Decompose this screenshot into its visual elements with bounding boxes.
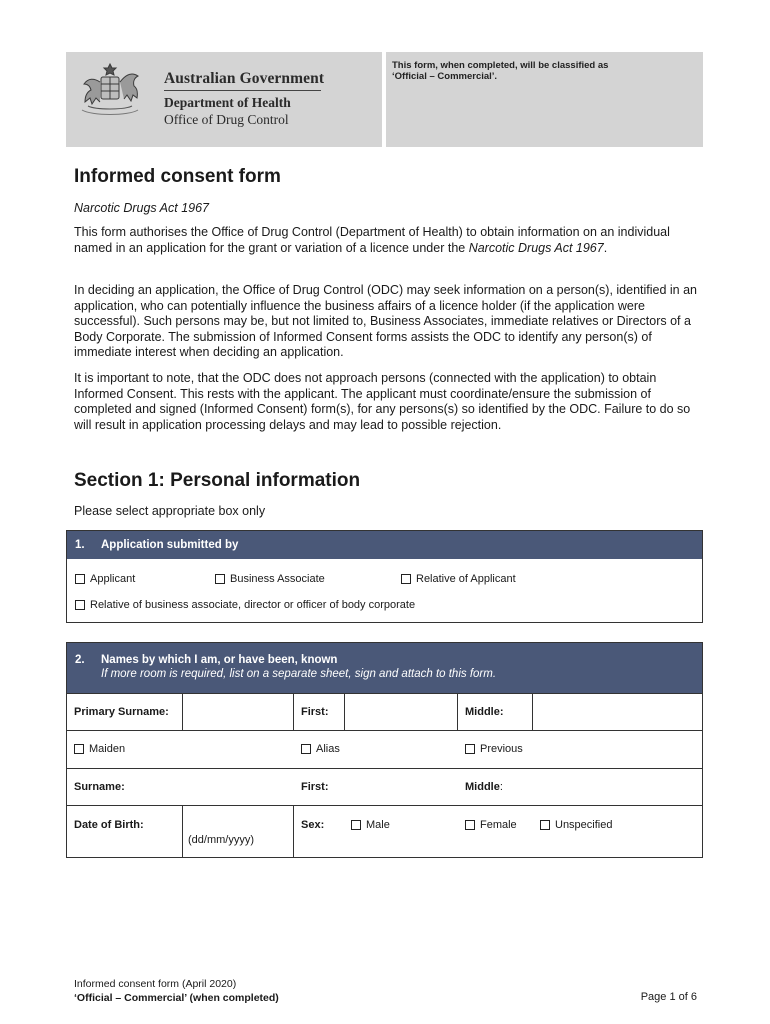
checkbox-business-associate[interactable] [215,573,325,585]
first-name-2-field[interactable] [345,769,457,805]
surname-label: Surname: [74,781,125,793]
table-divider [293,805,294,858]
coat-of-arms-icon [74,60,146,120]
checkbox-icon[interactable] [401,574,411,584]
question-2-panel [66,642,703,858]
wordmark-divider [164,90,321,91]
government-logo-block [66,52,382,147]
question-2-header [67,643,702,693]
checkbox-unspecified[interactable] [540,819,612,831]
checkbox-female-label: Female [480,819,517,831]
middle-name-field[interactable] [533,694,702,730]
checkbox-applicant[interactable] [75,573,135,585]
act-name: Narcotic Drugs Act 1967 [74,201,210,215]
page-footer [74,977,279,1005]
australian-government-text: Australian Government [164,70,325,87]
checkbox-unspecified-label: Unspecified [555,819,613,831]
sex-label: Sex: [301,819,325,831]
classification-line-2: ‘Official – Commercial’. [392,71,498,82]
question-2-sublabel: If more room is required, list on a separate sheet, sign and attach to this form. [101,668,497,680]
government-wordmark [164,70,324,129]
checkbox-maiden[interactable] [74,743,125,755]
checkbox-female[interactable] [465,819,517,831]
question-1-label: Application submitted by [101,539,239,551]
department-text: Department of Health [164,95,291,110]
checkbox-icon[interactable] [75,600,85,610]
question-2-number: 2. [75,654,85,666]
form-title: Informed consent form [74,166,281,187]
question-2-label: Names by which I am, or have been, known [101,654,338,666]
checkbox-relative-of-applicant-label: Relative of Applicant [416,573,516,585]
table-divider [67,730,702,731]
checkbox-alias[interactable] [301,743,340,755]
select-note: Please select appropriate box only [74,504,266,518]
middle-name-label: Middle: [465,706,504,718]
page-number: Page 1 of 6 [640,991,697,1003]
checkbox-icon[interactable] [465,744,475,754]
intro-p1-act: Narcotic Drugs Act 1967 [468,240,604,255]
intro-paragraph-3: It is important to note, that the ODC does not approach persons (connected with the application) to obtain Informed Consent. This rests with the applicant. The applicant must coordinate/ensure the submission of completed and signed (Informed Consent) form(s), for any persons(s) so identified by the ODC. Failure to do so will result in application processing delays and may lead to possible rejection. [74,371,691,432]
document-header [66,52,703,147]
checkbox-icon[interactable] [301,744,311,754]
checkbox-maiden-label: Maiden [89,743,126,755]
intro-p1-end: . [603,240,608,255]
checkbox-icon[interactable] [351,820,361,830]
checkbox-alias-label: Alias [316,743,340,755]
middle-name-2-text: Middle [465,781,500,793]
date-of-birth-field[interactable] [183,806,293,858]
middle-name-2-field[interactable] [533,769,702,805]
date-format-hint: (dd/mm/yyyy) [188,834,254,846]
checkbox-relative-of-business-associate[interactable] [75,599,415,611]
checkbox-previous-label: Previous [480,743,523,755]
checkbox-business-associate-label: Business Associate [230,573,325,585]
checkbox-icon[interactable] [75,574,85,584]
checkbox-male[interactable] [351,819,390,831]
intro-paragraph-2: In deciding an application, the Office of Drug Control (ODC) may seek information on a person(s), identified in an application, who can potentially influence the business affairs of a licence holder (if the application were successful). Such persons may be, but not limited to, Business Associates, immediate relatives or Directors of a Body Corporate. The submission of Informed Consent forms assists the ODC to identify any person(s) of immediate interest when deciding an application. [74,283,698,359]
primary-surname-field[interactable] [183,694,293,730]
checkbox-icon[interactable] [74,744,84,754]
question-1-header [67,531,702,559]
checkbox-icon[interactable] [465,820,475,830]
table-divider [67,805,702,806]
classification-notice [386,52,703,147]
first-name-2-label: First: [301,781,329,793]
checkbox-applicant-label: Applicant [90,573,136,585]
classification-line-1: This form, when completed, will be classified as [392,60,609,71]
table-divider [457,693,458,730]
question-1-panel [66,530,703,623]
checkbox-icon[interactable] [540,820,550,830]
intro-p1-text: This form authorises the Office of Drug Control (Department of Health) to obtain information on an individual named in an application for the grant or variation of a licence under the [74,225,670,255]
footer-classification: ‘Official – Commercial’ (when completed) [74,992,279,1004]
table-divider [293,693,294,730]
first-name-label: First: [301,706,329,718]
checkbox-icon[interactable] [215,574,225,584]
date-of-birth-label: Date of Birth: [74,819,144,831]
middle-name-2-colon: : [499,781,503,793]
footer-form-version: Informed consent form (April 2020) [74,978,237,990]
checkbox-relative-of-applicant[interactable] [401,573,516,585]
surname-field[interactable] [183,769,293,805]
office-text: Office of Drug Control [164,112,289,127]
question-1-number: 1. [75,539,85,551]
checkbox-relative-of-business-associate-label: Relative of business associate, director or officer of body corporate [90,599,416,611]
middle-name-2-label [465,781,503,793]
checkbox-previous[interactable] [465,743,523,755]
section-1-title: Section 1: Personal information [74,470,361,491]
first-name-field[interactable] [345,694,457,730]
primary-surname-label: Primary Surname: [74,706,169,718]
intro-paragraph-1 [74,225,699,256]
checkbox-male-label: Male [366,819,390,831]
